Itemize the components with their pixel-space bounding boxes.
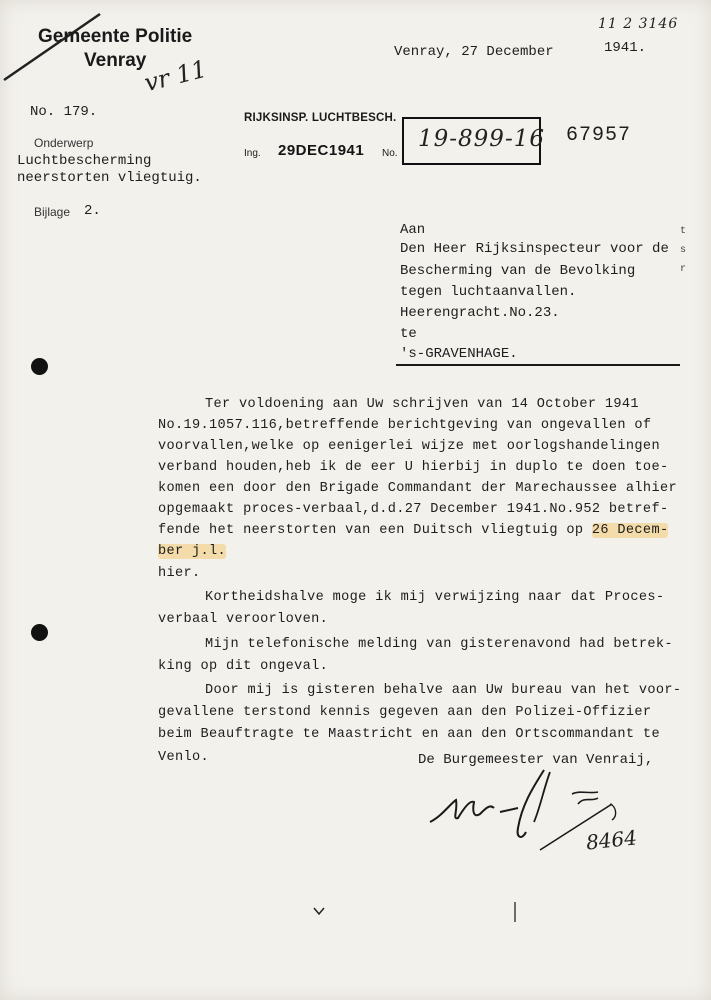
body-line-10: Kortheidshalve moge ik mij verwijzing naar dat Proces-	[205, 590, 665, 605]
address-line-7: 's-GRAVENHAGE.	[400, 346, 518, 362]
handwritten-number: 8464	[584, 825, 639, 855]
body-line-7	[158, 523, 668, 538]
body-line-2: No.19.1057.116,betreffende berichtgeving van ongevallen of	[158, 418, 652, 433]
body-line-8-full	[158, 544, 651, 559]
body-line-9: hier.	[158, 566, 201, 581]
address-underline	[396, 364, 680, 366]
address-line-1: Aan	[400, 222, 426, 238]
body-line-6: opgemaakt proces-verbaal,d.d.27 December 1941.No.952 betref-	[158, 502, 669, 517]
reference-number: No. 179.	[30, 104, 98, 120]
handwritten-scribble: vr 11	[141, 54, 210, 98]
subject-label: Onderwerp	[34, 136, 94, 150]
punch-hole-top	[31, 358, 48, 375]
body-line-12: Mijn telefonische melding van gisterenavond had betrek-	[205, 637, 673, 652]
date-year: 1941.	[604, 40, 647, 56]
body-line-17: Venlo.	[158, 750, 210, 765]
body-line-4: verband houden,heb ik de eer U hierbij in duplo te doen toe-	[158, 460, 669, 475]
archive-number: 11 2 3146	[598, 16, 679, 32]
address-line-3: Bescherming van de Bevolking	[400, 263, 636, 279]
address-line-4: tegen luchtaanvallen.	[400, 284, 577, 300]
punch-hole-bottom	[31, 624, 48, 641]
letterhead-line-2: Venray	[84, 50, 147, 71]
bottom-mark-left	[312, 906, 326, 916]
body-line-15: gevallene terstond kennis gegeven aan den Polizei-Offizier	[158, 705, 652, 720]
place-date: Venray, 27 December	[394, 44, 554, 60]
body-line-5: komen een door den Brigade Commandant der Marechaussee alhier	[158, 481, 677, 496]
stamp-number: 67957	[566, 124, 632, 147]
signature	[422, 764, 622, 874]
address-line-5: Heerengracht.No.23.	[400, 305, 560, 321]
body-line-7-text: fende het neerstorten van een Duitsch vliegtuig op	[158, 523, 592, 538]
highlighted-date-part-2: ber j.l.	[158, 544, 227, 559]
letterhead-line-1: Gemeente Politie	[38, 26, 193, 47]
bottom-mark-right	[512, 900, 518, 924]
stamp-handwritten-number: 19-899-16	[418, 126, 545, 152]
stamp-ing-label: Ing.	[244, 148, 261, 159]
body-line-1: Ter voldoening aan Uw schrijven van 14 October 1941	[205, 397, 639, 412]
bijlage-value: 2.	[84, 203, 101, 219]
highlighted-date-part-1: 26 Decem-	[591, 523, 669, 538]
subject-line-1: Luchtbescherming	[17, 153, 152, 169]
address-line-6: te	[400, 326, 417, 342]
bijlage-label: Bijlage	[34, 205, 71, 219]
body-line-16: beim Beauftragte te Maastricht en aan den Ortscommandant te	[158, 727, 660, 742]
body-line-3: voorvallen,welke op eenigerlei wijze met oorlogshandelingen	[158, 439, 660, 454]
stamp-title: RIJKSINSP. LUCHTBESCH.	[244, 112, 397, 124]
stamp-date: 29DEC1941	[278, 142, 365, 159]
body-line-13: king op dit ongeval.	[158, 659, 329, 674]
address-line-2: Den Heer Rijksinspecteur voor de	[400, 241, 669, 257]
closing-line: De Burgemeester van Venraij,	[418, 752, 654, 768]
body-line-11: verbaal veroorloven.	[158, 612, 329, 627]
body-line-14: Door mij is gisteren behalve aan Uw bureau van het voor-	[205, 683, 682, 698]
margin-marks: t s r	[680, 226, 687, 275]
stamp-no-label: No.	[382, 148, 398, 159]
subject-line-2: neerstorten vliegtuig.	[17, 170, 202, 186]
